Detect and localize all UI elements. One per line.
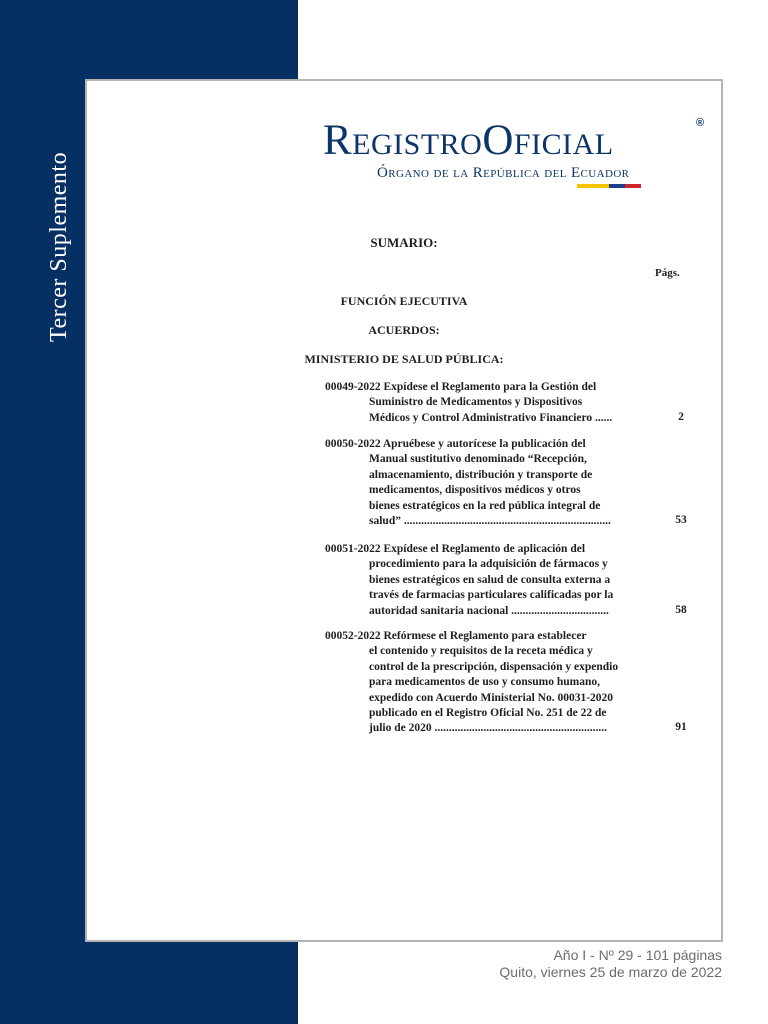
flag-blue [609,184,625,188]
summary-entry-page: 2 [678,410,684,423]
summary-entry [325,629,647,737]
issue-line: Año I - Nº 29 - 101 páginas [553,947,722,963]
summary-entry-page: 53 [675,514,687,526]
summary-entry-line: 00050-2022 Apruébese y autorícese la publicación del [325,438,586,450]
pages-column-header: Págs. [655,267,680,279]
summary-entry-line: almacenamiento, distribución y transporte de [369,468,593,481]
summary-entry-line: publicado en el Registro Oficial No. 251 de 22 de [369,707,607,720]
summary-entry [325,542,647,619]
summary-entry-page: 58 [675,603,687,616]
summary-entry-line: bienes estratégicos en salud de consulta externa a [369,573,611,586]
function-heading: FUNCIÓN EJECUTIVA [340,294,468,308]
masthead-subtitle: Órgano de la República del Ecuador [377,165,630,181]
summary-entry-line: para medicamentos de uso y consumo humano, [369,676,600,689]
summary-entry-line: procedimiento para la adquisición de fármacos y [369,558,608,571]
summary-entry-line: Manual sustitutivo denominado “Recepción, [369,453,587,466]
date-line: Quito, viernes 25 de marzo de 2022 [499,964,722,980]
masthead-logo: RegistroOficial [323,117,614,164]
flag-stripe [577,184,641,188]
summary-entry-line: Médicos y Control Administrativo Financiero ...... [369,411,613,424]
ministry-heading: MINISTERIO DE SALUD PÚBLICA: [304,352,504,366]
flag-yellow [577,184,609,188]
summary-entry-line: través de farmacias particulares calificadas por la [369,589,614,602]
summary-entry-line: salud” ........................................................................ [369,515,611,528]
masthead [323,111,715,209]
summary-entry-line: 00052-2022 Refórmese el Reglamento para establecer [325,630,587,642]
summary-title: SUMARIO: [370,235,438,250]
summary-entry-line: control de la prescripción, dispensación y expendio [369,660,619,673]
summary-entry-line: bienes estratégicos en la red pública integral de [369,499,601,512]
summary-entry-page: 91 [675,721,687,734]
summary-entry-line: julio de 2020 ............................................................ [369,722,607,735]
summary-entry-line: Suministro de Medicamentos y Dispositivos [369,396,583,409]
summary-entry-line: 00049-2022 Expídese el Reglamento para la Gestión del [325,381,597,393]
summary-entry-line: el contenido y requisitos de la receta médica y [369,645,593,658]
summary-entry-line: medicamentos, dispositivos médicos y otros [369,484,581,497]
summary-entry-line: autoridad sanitaria nacional .................................. [369,604,609,617]
cover-frame [85,79,723,942]
agreements-heading: ACUERDOS: [368,323,440,337]
flag-red [625,184,641,188]
summary-entry [325,437,647,529]
summary-entry-line: expedido con Acuerdo Ministerial No. 00031-2020 [369,691,614,704]
summary-entry [325,380,647,426]
supplement-label: Tercer Suplemento [46,151,72,342]
summary-entry-line: 00051-2022 Expídese el Reglamento de aplicación del [325,543,586,555]
registered-mark: ® [696,117,705,129]
